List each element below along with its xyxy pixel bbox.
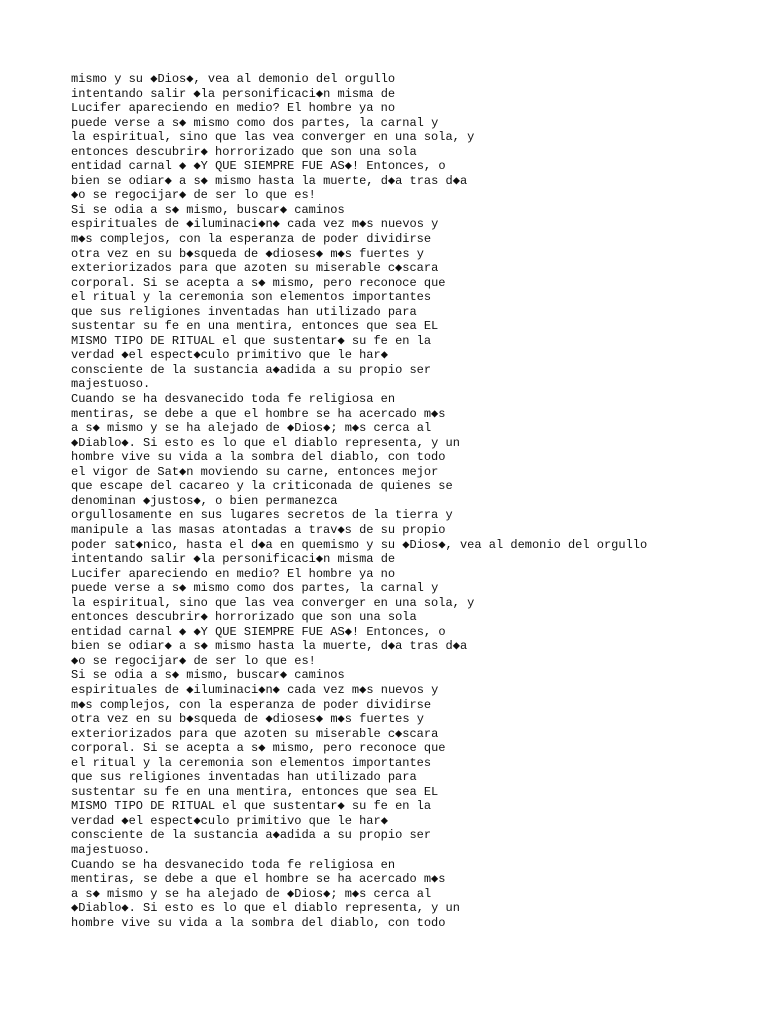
text-line: manipule a las masas atontadas a trav◆s de su propio bbox=[71, 522, 446, 537]
text-line: ◆Diablo◆. Si esto es lo que el diablo representa, y un bbox=[71, 901, 460, 916]
text-line: a s◆ mismo y se ha alejado de ◆Dios◆; m◆s cerca al bbox=[71, 886, 432, 901]
text-line: MISMO TIPO DE RITUAL el que sustentar◆ su fe en la bbox=[71, 333, 432, 348]
text-line: Lucifer apareciendo en medio? El hombre ya no bbox=[71, 566, 396, 581]
text-line: entidad carnal ◆ ◆Y QUE SIEMPRE FUE AS◆! Entonces, o bbox=[71, 159, 446, 174]
text-line: exteriorizados para que azoten su miserable c◆scara bbox=[71, 726, 439, 741]
text-line: entonces descubrir◆ horrorizado que son una sola bbox=[71, 610, 417, 625]
text-line: Lucifer apareciendo en medio? El hombre ya no bbox=[71, 101, 396, 116]
text-line: hombre vive su vida a la sombra del diablo, con todo bbox=[71, 450, 446, 465]
text-line: Si se odia a s◆ mismo, buscar◆ caminos bbox=[71, 668, 345, 683]
text-line: intentando salir ◆la personificaci◆n misma de bbox=[71, 86, 396, 101]
text-line: Cuando se ha desvanecido toda fe religiosa en bbox=[71, 857, 396, 872]
text-line: otra vez en su b◆squeda de ◆dioses◆ m◆s fuertes y bbox=[71, 246, 424, 261]
text-line: Si se odia a s◆ mismo, buscar◆ caminos bbox=[71, 202, 345, 217]
text-line: poder sat◆nico, hasta el d◆a en quemismo y su ◆Dios◆, vea al demonio del orgullo bbox=[71, 537, 648, 552]
text-line: entidad carnal ◆ ◆Y QUE SIEMPRE FUE AS◆! Entonces, o bbox=[71, 624, 446, 639]
text-line: consciente de la sustancia a◆adida a su propio ser bbox=[71, 828, 432, 843]
text-line: m◆s complejos, con la esperanza de poder dividirse bbox=[71, 697, 432, 712]
text-line: mismo y su ◆Dios◆, vea al demonio del orgullo bbox=[71, 72, 396, 86]
text-line: ◆o se regocijar◆ de ser lo que es! bbox=[71, 188, 316, 203]
text-line: espirituales de ◆iluminaci◆n◆ cada vez m◆s nuevos y bbox=[71, 682, 439, 697]
text-line: m◆s complejos, con la esperanza de poder dividirse bbox=[71, 232, 432, 247]
text-line: Cuando se ha desvanecido toda fe religiosa en bbox=[71, 392, 396, 407]
document-page bbox=[71, 72, 761, 930]
text-line: bien se odiar◆ a s◆ mismo hasta la muerte, d◆a tras d◆a bbox=[71, 639, 468, 654]
text-line: la espiritual, sino que las vea converger en una sola, y bbox=[71, 595, 475, 610]
text-line: MISMO TIPO DE RITUAL el que sustentar◆ su fe en la bbox=[71, 799, 432, 814]
text-line: mentiras, se debe a que el hombre se ha acercado m◆s bbox=[71, 406, 446, 421]
text-line: corporal. Si se acepta a s◆ mismo, pero reconoce que bbox=[71, 741, 446, 756]
text-line: majestuoso. bbox=[71, 842, 151, 857]
text-line: ◆Diablo◆. Si esto es lo que el diablo representa, y un bbox=[71, 435, 460, 450]
text-line: la espiritual, sino que las vea converger en una sola, y bbox=[71, 130, 475, 145]
text-line: exteriorizados para que azoten su miserable c◆scara bbox=[71, 261, 439, 276]
text-line: el ritual y la ceremonia son elementos importantes bbox=[71, 755, 432, 770]
text-line: sustentar su fe en una mentira, entonces que sea EL bbox=[71, 784, 439, 799]
text-line: verdad ◆el espect◆culo primitivo que le har◆ bbox=[71, 348, 388, 363]
document-text-block bbox=[71, 72, 761, 930]
text-line: denominan ◆justos◆, o bien permanezca bbox=[71, 493, 338, 508]
text-line: sustentar su fe en una mentira, entonces que sea EL bbox=[71, 319, 439, 334]
text-line: bien se odiar◆ a s◆ mismo hasta la muerte, d◆a tras d◆a bbox=[71, 173, 468, 188]
text-line: puede verse a s◆ mismo como dos partes, la carnal y bbox=[71, 581, 439, 596]
text-line: hombre vive su vida a la sombra del diablo, con todo bbox=[71, 915, 446, 930]
text-line: el vigor de Sat◆n moviendo su carne, entonces mejor bbox=[71, 464, 439, 479]
text-line: a s◆ mismo y se ha alejado de ◆Dios◆; m◆s cerca al bbox=[71, 421, 432, 436]
text-line: ◆o se regocijar◆ de ser lo que es! bbox=[71, 653, 316, 668]
text-line: otra vez en su b◆squeda de ◆dioses◆ m◆s fuertes y bbox=[71, 712, 424, 727]
text-line: que escape del cacareo y la criticonada de quienes se bbox=[71, 479, 453, 494]
text-line: el ritual y la ceremonia son elementos importantes bbox=[71, 290, 432, 305]
text-line: mentiras, se debe a que el hombre se ha acercado m◆s bbox=[71, 872, 446, 887]
text-line: orgullosamente en sus lugares secretos de la tierra y bbox=[71, 508, 453, 523]
text-line: verdad ◆el espect◆culo primitivo que le har◆ bbox=[71, 813, 388, 828]
text-line: que sus religiones inventadas han utilizado para bbox=[71, 304, 417, 319]
text-line: puede verse a s◆ mismo como dos partes, la carnal y bbox=[71, 115, 439, 130]
text-line: corporal. Si se acepta a s◆ mismo, pero reconoce que bbox=[71, 275, 446, 290]
text-line: majestuoso. bbox=[71, 377, 151, 392]
text-line: consciente de la sustancia a◆adida a su propio ser bbox=[71, 362, 432, 377]
text-line: espirituales de ◆iluminaci◆n◆ cada vez m◆s nuevos y bbox=[71, 217, 439, 232]
text-line: entonces descubrir◆ horrorizado que son una sola bbox=[71, 144, 417, 159]
text-line: intentando salir ◆la personificaci◆n misma de bbox=[71, 552, 396, 567]
text-line: que sus religiones inventadas han utilizado para bbox=[71, 770, 417, 785]
